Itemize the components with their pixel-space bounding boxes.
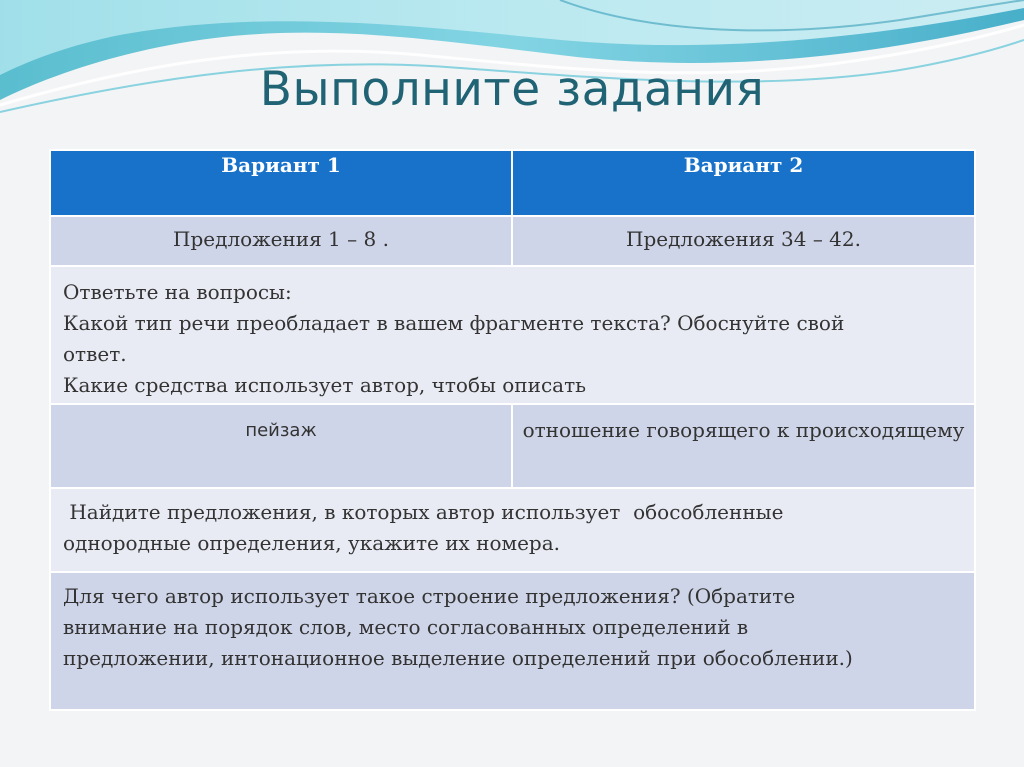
questions-cell [50,266,975,404]
table-row-describe [50,404,975,488]
table-row-find [50,488,975,572]
questions-line: Какие средства использует автор, чтобы описать [63,373,587,397]
sentences-variant-1: Предложения 1 – 8 . [50,216,512,266]
find-line: Найдите предложения, в которых автор использует обособленные [63,500,784,524]
find-cell [50,488,975,572]
why-line: предложении, интонационное выделение определений при обособлении.) [63,646,853,670]
why-line: внимание на порядок слов, место согласованных определений в [63,615,749,639]
table-row-questions [50,266,975,404]
header-variant-1: Вариант 1 [50,150,512,216]
find-line: однородные определения, укажите их номера. [63,531,561,555]
describe-variant-1: пейзаж [50,404,512,488]
slide-title: Выполните задания [259,62,765,117]
table-row-why [50,572,975,710]
questions-line: ответ. [63,342,127,366]
header-variant-2: Вариант 2 [512,150,975,216]
questions-line: Ответьте на вопросы: [63,280,292,304]
tasks-table [49,149,976,711]
questions-line: Какой тип речи преобладает в вашем фрагменте текста? Обоснуйте свой [63,311,845,335]
why-cell [50,572,975,710]
table-header-row [50,150,975,216]
describe-variant-2: отношение говорящего к происходящему [512,404,975,488]
table-row-sentences [50,216,975,266]
why-line: Для чего автор использует такое строение предложения? (Обратите [63,584,796,608]
sentences-variant-2: Предложения 34 – 42. [512,216,975,266]
